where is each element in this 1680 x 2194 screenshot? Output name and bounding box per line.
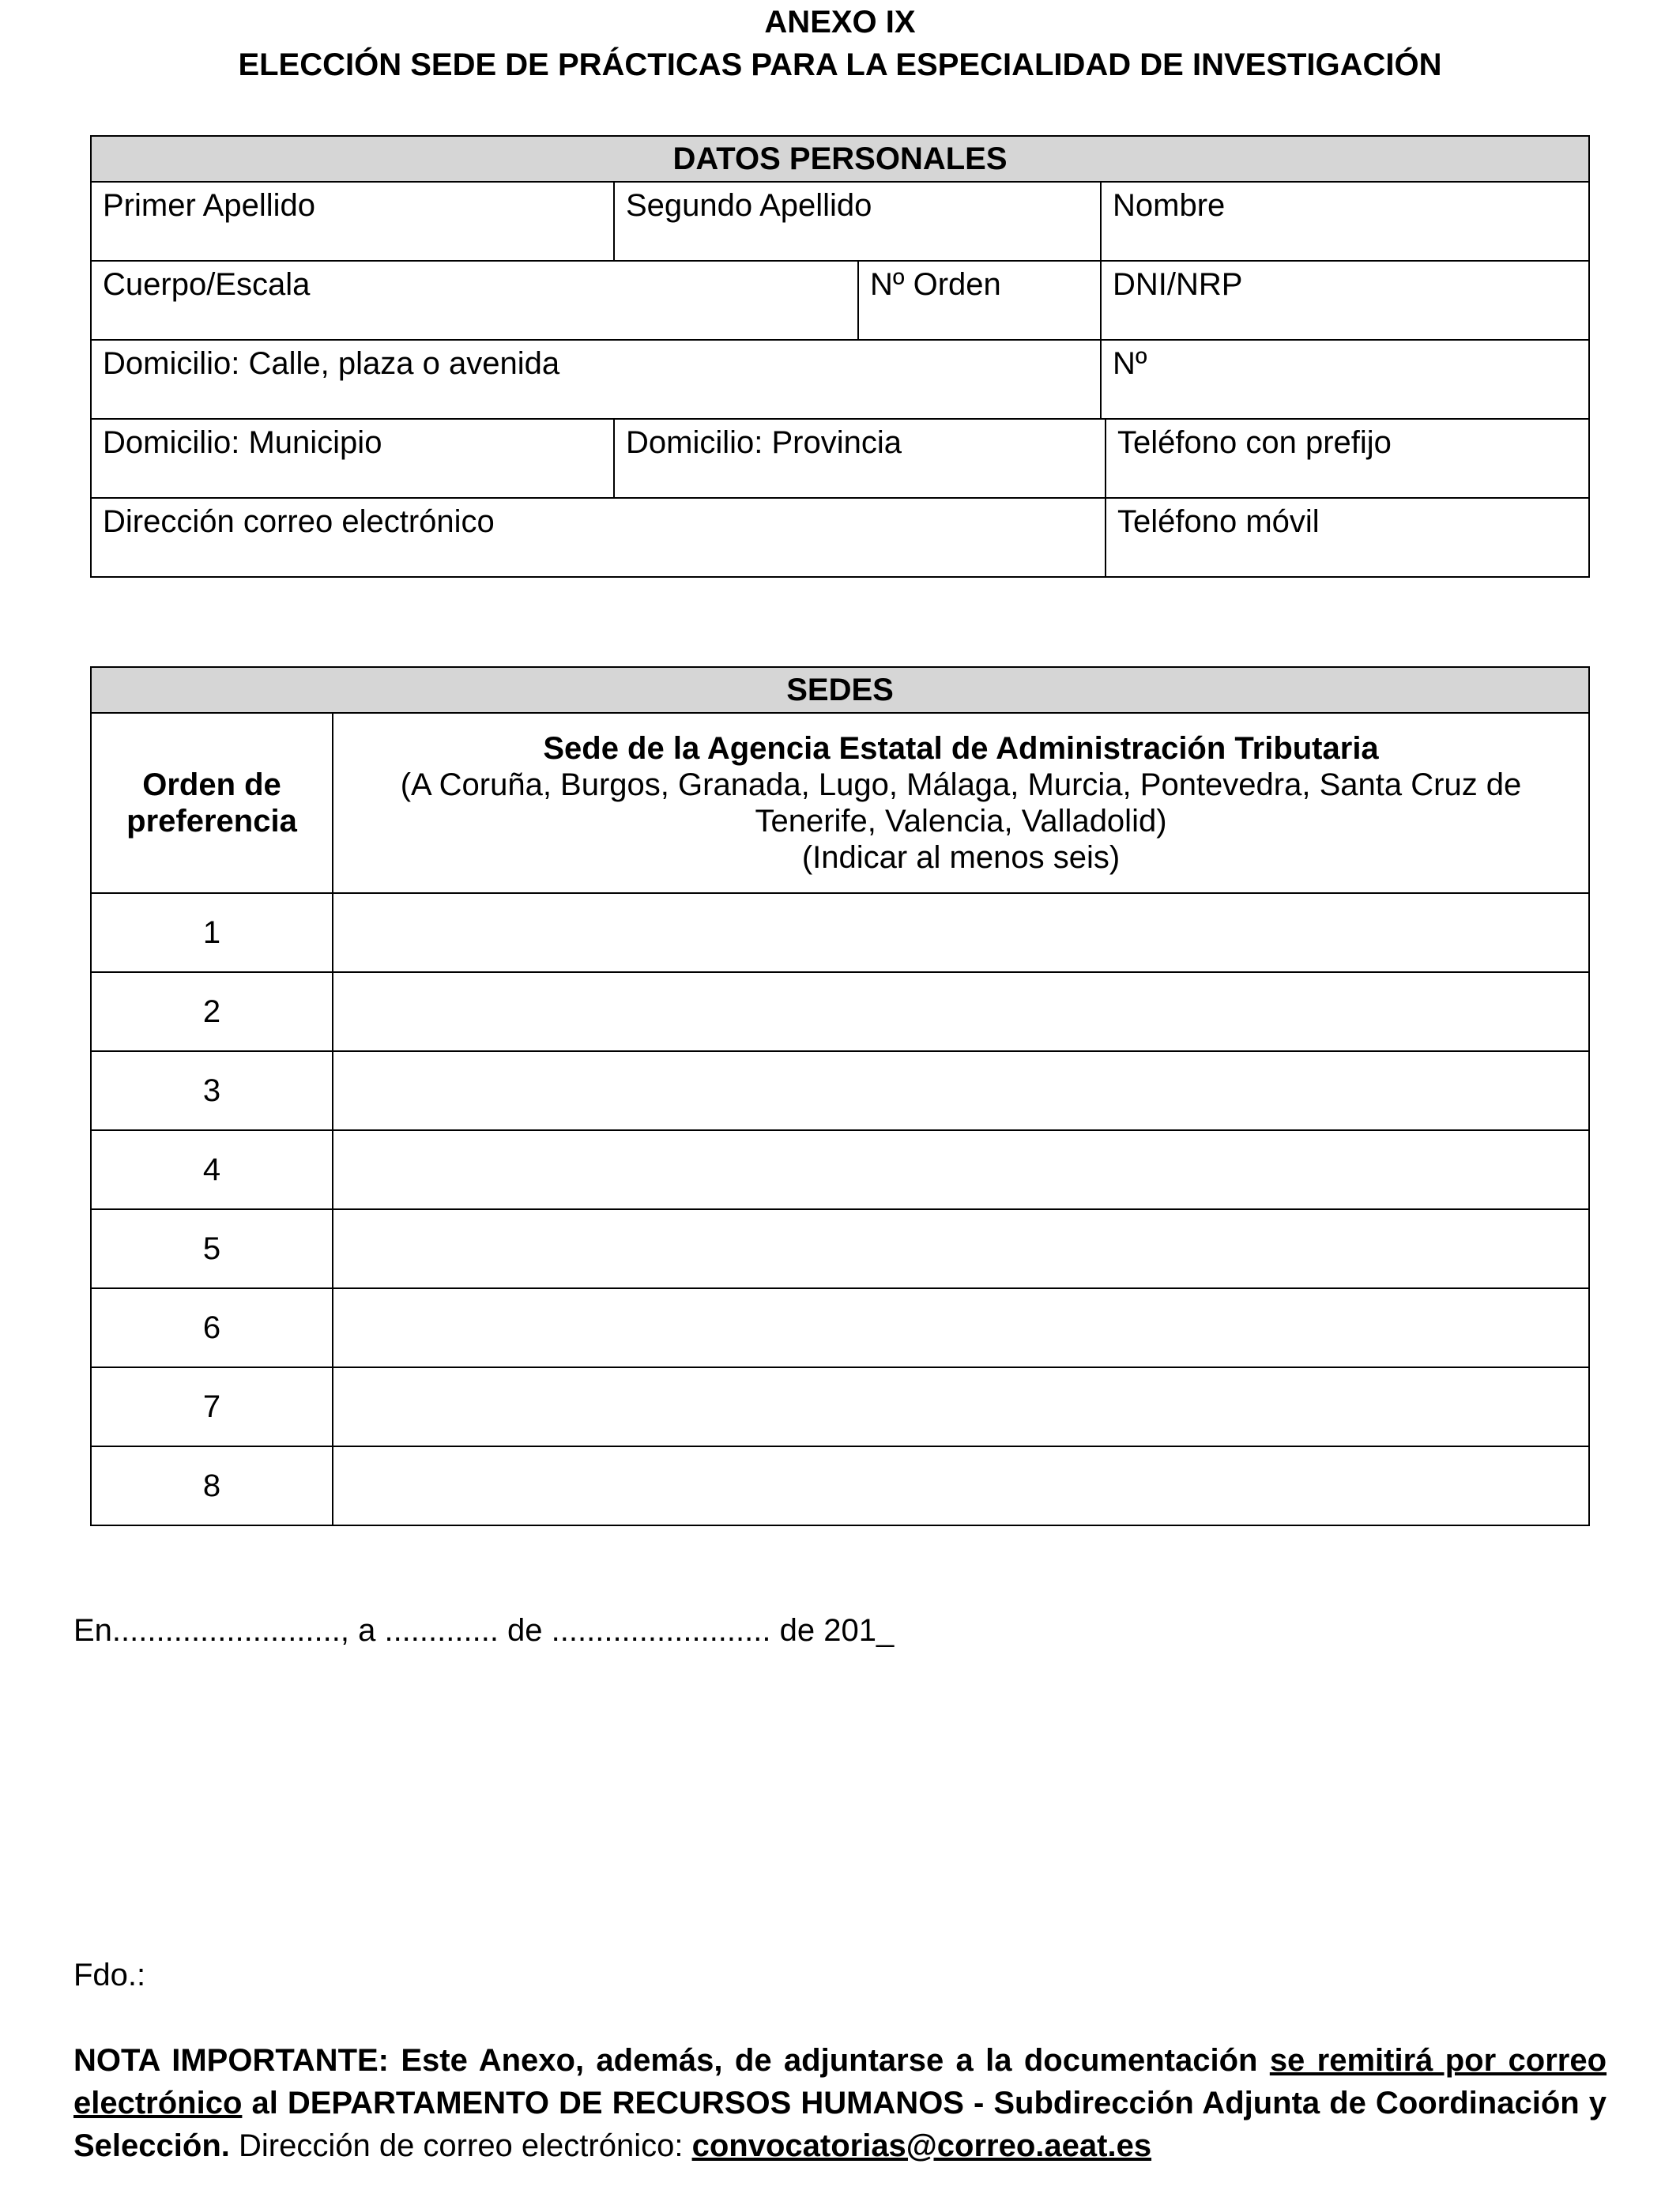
sedes-heading: SEDES	[91, 667, 1589, 713]
preference-number: 2	[91, 972, 333, 1051]
preference-order-line1: Orden de	[142, 767, 281, 802]
contact-email-link[interactable]: convocatorias@correo.aeat.es	[691, 2128, 1152, 2163]
preference-order-line2: preferencia	[126, 804, 297, 839]
phone-prefix-field[interactable]: Teléfono con prefijo	[1106, 419, 1589, 498]
first-surname-field[interactable]: Primer Apellido	[91, 182, 614, 261]
preference-number: 4	[91, 1130, 333, 1209]
personal-data-table	[90, 135, 1590, 578]
note-text-2: al DEPARTAMENTO DE RECURSOS HUMANOS - Subdirección Adjunta de Coordinación y Selección.	[73, 2086, 1607, 2163]
note-text-3: Dirección de correo electrónico:	[229, 2128, 692, 2163]
note-label: NOTA IMPORTANTE:	[73, 2043, 390, 2078]
document-title: ELECCIÓN SEDE DE PRÁCTICAS PARA LA ESPECIALIDAD DE INVESTIGACIÓN	[238, 47, 1442, 82]
mobile-phone-field[interactable]: Teléfono móvil	[1106, 498, 1589, 577]
address-province-field[interactable]: Domicilio: Provincia	[614, 419, 1106, 498]
address-municipality-field[interactable]: Domicilio: Municipio	[91, 419, 614, 498]
preference-number: 3	[91, 1051, 333, 1130]
sede-choice-field[interactable]	[333, 1130, 1589, 1209]
sede-choice-field[interactable]	[333, 1367, 1589, 1446]
dni-nrp-field[interactable]: DNI/NRP	[1101, 261, 1589, 340]
preference-number: 8	[91, 1446, 333, 1525]
sedes-table	[90, 666, 1590, 1526]
preference-number: 1	[91, 893, 333, 972]
preference-number: 5	[91, 1209, 333, 1288]
name-field[interactable]: Nombre	[1101, 182, 1589, 261]
sede-note: (Indicar al menos seis)	[801, 840, 1121, 875]
address-number-field[interactable]: Nº	[1101, 340, 1589, 419]
sede-choice-field[interactable]	[333, 1051, 1589, 1130]
sede-choice-field[interactable]	[333, 893, 1589, 972]
important-note	[73, 2039, 1607, 2167]
sede-list-line2: Tenerife, Valencia, Valladolid)	[755, 804, 1167, 839]
second-surname-field[interactable]: Segundo Apellido	[614, 182, 1101, 261]
sede-choice-field[interactable]	[333, 1209, 1589, 1288]
sede-list-line1: (A Coruña, Burgos, Granada, Lugo, Málaga, Murcia, Pontevedra, Santa Cruz de	[400, 767, 1522, 802]
address-street-field[interactable]: Domicilio: Calle, plaza o avenida	[91, 340, 1101, 419]
signature-line: Fdo.:	[73, 1958, 146, 1992]
sede-choice-field[interactable]	[333, 972, 1589, 1051]
order-number-field[interactable]: Nº Orden	[858, 261, 1101, 340]
sede-choice-field[interactable]	[333, 1446, 1589, 1525]
sede-header	[333, 713, 1589, 893]
preference-order-header	[91, 713, 333, 893]
corps-scale-field[interactable]: Cuerpo/Escala	[91, 261, 858, 340]
email-address-field[interactable]: Dirección correo electrónico	[91, 498, 1106, 577]
sede-choice-field[interactable]	[333, 1288, 1589, 1367]
annex-number: ANEXO IX	[764, 5, 916, 40]
place-date-line: En.........................., a ............. de ......................... de 201_	[73, 1613, 895, 1648]
note-underlined: se remitirá por correo electrónico	[73, 2043, 1607, 2120]
preference-number: 7	[91, 1367, 333, 1446]
preference-number: 6	[91, 1288, 333, 1367]
personal-data-heading: DATOS PERSONALES	[91, 136, 1589, 182]
note-text-1: Este Anexo, además, de adjuntarse a la documentación	[389, 2043, 1270, 2078]
sede-title: Sede de la Agencia Estatal de Administración Tributaria	[543, 731, 1379, 766]
